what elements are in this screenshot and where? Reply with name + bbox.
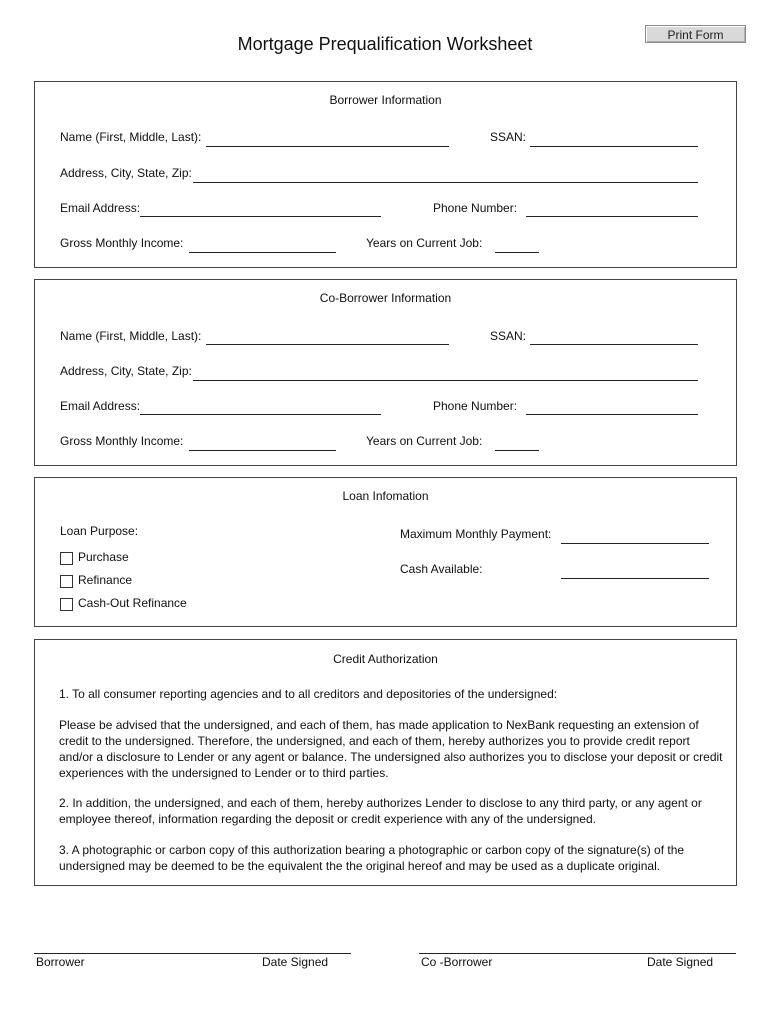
purchase-label: Purchase bbox=[78, 550, 129, 564]
max-payment-label: Maximum Monthly Payment: bbox=[400, 527, 552, 541]
coborrower-phone-label: Phone Number: bbox=[433, 399, 518, 413]
credit-paragraph-2-line: credit to the undersigned. Therefore, the undersigned, and each of them, hereby authorizes you to provide credit report bbox=[59, 734, 690, 748]
borrower-ssan-label: SSAN: bbox=[490, 130, 527, 144]
borrower-phone-field[interactable] bbox=[526, 216, 698, 217]
credit-paragraph-3-line: 2. In addition, the undersigned, and each of them, hereby authorizes Lender to disclose to any third party, or any agent or bbox=[59, 796, 702, 810]
credit-paragraph-2 bbox=[59, 717, 729, 781]
borrower-date-label: Date Signed bbox=[262, 955, 329, 969]
print-form-button[interactable]: Print Form bbox=[645, 25, 746, 43]
borrower-ssan-field[interactable] bbox=[530, 146, 698, 147]
credit-paragraph-2-line: Please be advised that the undersigned, and each of them, has made application to NexBank requesting an extension of bbox=[59, 718, 699, 732]
credit-paragraph-4 bbox=[59, 842, 729, 874]
coborrower-name-field[interactable] bbox=[206, 344, 449, 345]
cash-out-refinance-checkbox[interactable] bbox=[60, 598, 73, 611]
borrower-name-label: Name (First, Middle, Last): bbox=[60, 130, 202, 144]
refinance-checkbox[interactable] bbox=[60, 575, 73, 588]
borrower-heading: Borrower Information bbox=[329, 93, 442, 107]
coborrower-ssan-label: SSAN: bbox=[490, 329, 527, 343]
loan-purpose-label: Loan Purpose: bbox=[60, 524, 139, 538]
borrower-income-label: Gross Monthly Income: bbox=[60, 236, 184, 250]
refinance-label: Refinance bbox=[78, 573, 133, 587]
borrower-income-field[interactable] bbox=[189, 252, 336, 253]
coborrower-email-label: Email Address: bbox=[60, 399, 141, 413]
credit-paragraph-2-line: and/or a disclosure to Lender or any agent or balance. The undersigned also authorizes you to disclose your deposit or credit bbox=[59, 750, 723, 764]
borrower-name-field[interactable] bbox=[206, 146, 449, 147]
coborrower-name-label: Name (First, Middle, Last): bbox=[60, 329, 202, 343]
coborrower-income-label: Gross Monthly Income: bbox=[60, 434, 184, 448]
credit-paragraph-4-line: undersigned may be deemed to be the equivalent the the original hereof and may be used as a duplicate original. bbox=[59, 859, 661, 873]
coborrower-signature-line[interactable] bbox=[419, 953, 736, 954]
coborrower-address-field[interactable] bbox=[193, 380, 698, 381]
borrower-address-label: Address, City, State, Zip: bbox=[60, 166, 192, 180]
coborrower-address-label: Address, City, State, Zip: bbox=[60, 364, 192, 378]
borrower-email-label: Email Address: bbox=[60, 201, 141, 215]
cash-available-label: Cash Available: bbox=[400, 562, 483, 576]
borrower-address-field[interactable] bbox=[193, 182, 698, 183]
credit-paragraph-3-line: employee thereof, information regarding the deposit or credit experience with any of the undersigned. bbox=[59, 812, 596, 826]
cash-available-field[interactable] bbox=[561, 578, 709, 579]
borrower-signature-line[interactable] bbox=[34, 953, 351, 954]
coborrower-date-label: Date Signed bbox=[647, 955, 714, 969]
coborrower-heading: Co-Borrower Information bbox=[319, 291, 452, 305]
credit-paragraph-4-line: 3. A photographic or carbon copy of this authorization bearing a photographic or carbon copy of the signature(s) of the bbox=[59, 843, 685, 857]
loan-heading: Loan Infomation bbox=[342, 489, 429, 503]
credit-heading: Credit Authorization bbox=[333, 652, 438, 666]
borrower-signature-label: Borrower bbox=[36, 955, 85, 969]
credit-paragraph-2-line: experiences with the undersigned to Lender or to third parties. bbox=[59, 766, 389, 780]
credit-paragraph-1: 1. To all consumer reporting agencies and to all creditors and depositories of the undersigned: bbox=[59, 687, 558, 701]
max-payment-field[interactable] bbox=[561, 543, 709, 544]
coborrower-income-field[interactable] bbox=[189, 450, 336, 451]
coborrower-ssan-field[interactable] bbox=[530, 344, 698, 345]
borrower-phone-label: Phone Number: bbox=[433, 201, 518, 215]
coborrower-years-label: Years on Current Job: bbox=[366, 434, 483, 448]
page-title: Mortgage Prequalification Worksheet bbox=[237, 34, 533, 54]
coborrower-email-field[interactable] bbox=[140, 414, 381, 415]
coborrower-phone-field[interactable] bbox=[526, 414, 698, 415]
borrower-years-label: Years on Current Job: bbox=[366, 236, 483, 250]
cash-out-refinance-label: Cash-Out Refinance bbox=[78, 596, 187, 610]
purchase-checkbox[interactable] bbox=[60, 552, 73, 565]
borrower-email-field[interactable] bbox=[140, 216, 381, 217]
coborrower-years-field[interactable] bbox=[495, 450, 539, 451]
credit-paragraph-3 bbox=[59, 795, 729, 827]
borrower-years-field[interactable] bbox=[495, 252, 539, 253]
coborrower-signature-label: Co -Borrower bbox=[421, 955, 493, 969]
